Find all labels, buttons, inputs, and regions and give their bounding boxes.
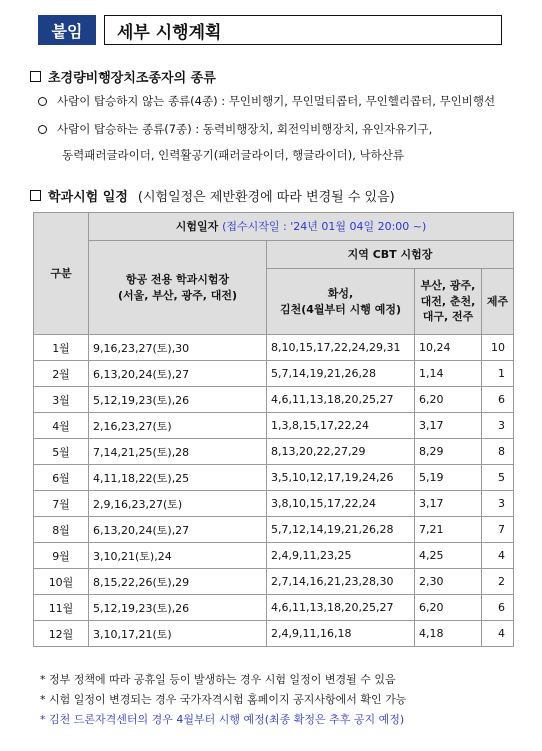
cell-busan-dates: 3,17 bbox=[415, 491, 482, 517]
table-row bbox=[34, 387, 514, 413]
header-exam-date bbox=[89, 213, 514, 241]
section-title: 학과시험 일정 bbox=[48, 190, 128, 205]
cell-month: 6월 bbox=[34, 465, 89, 491]
table-row bbox=[34, 621, 514, 647]
cell-hwaseong-dates: 4,6,11,13,18,20,25,27 bbox=[267, 595, 415, 621]
table-row bbox=[34, 595, 514, 621]
cell-hwaseong-dates: 3,5,10,12,17,19,24,26 bbox=[267, 465, 415, 491]
table-row bbox=[34, 517, 514, 543]
cell-aviation-dates: 7,14,21,25(토),28 bbox=[89, 439, 267, 465]
section-note: (시험일정은 제반환경에 따라 변경될 수 있음) bbox=[137, 190, 395, 205]
cell-month: 8월 bbox=[34, 517, 89, 543]
table-row bbox=[34, 335, 514, 361]
cell-jeju-dates: 5 bbox=[482, 465, 514, 491]
cell-hwaseong-dates: 4,6,11,13,18,20,25,27 bbox=[267, 387, 415, 413]
footnote-2: * 시험 일정이 변경되는 경우 국가자격시험 홈페이지 공지사항에서 확인 가능 bbox=[40, 693, 407, 706]
table-row bbox=[34, 569, 514, 595]
square-bullet-icon bbox=[30, 190, 41, 201]
header-exam-date-label: 시험일자 bbox=[175, 219, 219, 233]
cell-month: 12월 bbox=[34, 621, 89, 647]
cell-month: 4월 bbox=[34, 413, 89, 439]
cell-aviation-dates: 5,12,19,23(토),26 bbox=[89, 595, 267, 621]
header-busan-line2: 대전, 춘천, bbox=[420, 294, 476, 308]
cell-aviation-dates: 6,13,20,24(토),27 bbox=[89, 517, 267, 543]
header-hwaseong-line1: 화성, bbox=[327, 286, 354, 300]
table-row bbox=[34, 413, 514, 439]
circle-bullet-icon bbox=[38, 97, 47, 106]
cell-jeju-dates: 7 bbox=[482, 517, 514, 543]
cell-aviation-dates: 5,12,19,23(토),26 bbox=[89, 387, 267, 413]
cell-aviation-dates: 9,16,23,27(토),30 bbox=[89, 335, 267, 361]
footnote-1: * 정부 정책에 따라 공휴일 등이 발생하는 경우 시험 일정이 변경될 수 있음 bbox=[40, 673, 396, 686]
header-jeju: 제주 bbox=[482, 269, 514, 335]
cell-busan-dates: 4,25 bbox=[415, 543, 482, 569]
cell-busan-dates: 1,14 bbox=[415, 361, 482, 387]
cell-jeju-dates: 6 bbox=[482, 595, 514, 621]
cell-hwaseong-dates: 2,4,9,11,23,25 bbox=[267, 543, 415, 569]
cell-month: 3월 bbox=[34, 387, 89, 413]
cell-month: 9월 bbox=[34, 543, 89, 569]
section-heading-schedule bbox=[30, 186, 395, 205]
cell-aviation-dates: 8,15,22,26(토),29 bbox=[89, 569, 267, 595]
bullet-text: 사람이 탑승하지 않는 종류(4종) : 무인비행기, 무인멀티콥터, 무인헬리콥터, 무인비행선 bbox=[57, 94, 496, 108]
cell-month: 11월 bbox=[34, 595, 89, 621]
bullet-text: 사람이 탑승하는 종류(7종) : 동력비행장치, 회전익비행장치, 유인자유기구, bbox=[57, 122, 433, 136]
bullet-manned bbox=[38, 121, 432, 137]
cell-jeju-dates: 10 bbox=[482, 335, 514, 361]
cell-aviation-dates: 2,9,16,23,27(토) bbox=[89, 491, 267, 517]
cell-aviation-dates: 3,10,17,21(토) bbox=[89, 621, 267, 647]
circle-bullet-icon bbox=[38, 125, 47, 134]
cell-jeju-dates: 3 bbox=[482, 413, 514, 439]
cell-aviation-dates: 6,13,20,24(토),27 bbox=[89, 361, 267, 387]
cell-month: 5월 bbox=[34, 439, 89, 465]
cell-jeju-dates: 1 bbox=[482, 361, 514, 387]
cell-jeju-dates: 4 bbox=[482, 621, 514, 647]
cell-jeju-dates: 4 bbox=[482, 543, 514, 569]
cell-busan-dates: 2,30 bbox=[415, 569, 482, 595]
cell-aviation-dates: 2,16,23,27(토) bbox=[89, 413, 267, 439]
header-category: 구분 bbox=[34, 213, 89, 335]
header-hwaseong bbox=[267, 269, 415, 335]
cell-aviation-dates: 4,11,18,22(토),25 bbox=[89, 465, 267, 491]
header-aviation-line1: 항공 전용 학과시험장 bbox=[125, 272, 230, 286]
cell-month: 2월 bbox=[34, 361, 89, 387]
cell-busan-dates: 6,20 bbox=[415, 595, 482, 621]
cell-jeju-dates: 3 bbox=[482, 491, 514, 517]
section-heading-types bbox=[30, 67, 216, 86]
cell-hwaseong-dates: 8,10,15,17,22,24,29,31 bbox=[267, 335, 415, 361]
cell-busan-dates: 5,19 bbox=[415, 465, 482, 491]
cell-hwaseong-dates: 5,7,12,14,19,21,26,28 bbox=[267, 517, 415, 543]
cell-hwaseong-dates: 5,7,14,19,21,26,28 bbox=[267, 361, 415, 387]
cell-busan-dates: 10,24 bbox=[415, 335, 482, 361]
cell-hwaseong-dates: 8,13,20,22,27,29 bbox=[267, 439, 415, 465]
attachment-badge: 붙임 bbox=[38, 15, 96, 45]
table-row bbox=[34, 439, 514, 465]
cell-hwaseong-dates: 1,3,8,15,17,22,24 bbox=[267, 413, 415, 439]
table-row bbox=[34, 361, 514, 387]
cell-hwaseong-dates: 2,7,14,16,21,23,28,30 bbox=[267, 569, 415, 595]
cell-month: 7월 bbox=[34, 491, 89, 517]
table-row bbox=[34, 465, 514, 491]
schedule-body bbox=[34, 335, 514, 647]
header-aviation-line2: (서울, 부산, 광주, 대전) bbox=[117, 288, 238, 302]
cell-busan-dates: 3,17 bbox=[415, 413, 482, 439]
table-row bbox=[34, 491, 514, 517]
header-regional-cbt: 지역 CBT 시험장 bbox=[267, 241, 514, 269]
header-busan-line1: 부산, 광주, bbox=[420, 278, 476, 292]
section-title: 초경량비행장치조종자의 종류 bbox=[48, 71, 216, 86]
cell-jeju-dates: 6 bbox=[482, 387, 514, 413]
cell-jeju-dates: 8 bbox=[482, 439, 514, 465]
cell-aviation-dates: 3,10,21(토),24 bbox=[89, 543, 267, 569]
page-header bbox=[38, 15, 502, 45]
header-aviation-center bbox=[89, 241, 267, 335]
header-busan-line3: 대구, 전주 bbox=[422, 310, 474, 324]
exam-schedule-table bbox=[33, 212, 514, 647]
cell-busan-dates: 8,29 bbox=[415, 439, 482, 465]
cell-hwaseong-dates: 2,4,9,11,16,18 bbox=[267, 621, 415, 647]
table-row bbox=[34, 543, 514, 569]
bullet-unmanned bbox=[38, 93, 495, 109]
header-exam-date-note: (접수시작일 : '24년 01월 04일 20:00 ~) bbox=[222, 219, 427, 233]
footnote-3: * 김천 드론자격센터의 경우 4월부터 시행 예정(최종 확정은 추후 공지 예정) bbox=[40, 713, 405, 726]
bullet-manned-continued: 동력패러글라이더, 인력활공기(패러글라이더, 행글라이더), 낙하산류 bbox=[62, 148, 404, 162]
cell-jeju-dates: 2 bbox=[482, 569, 514, 595]
cell-busan-dates: 6,20 bbox=[415, 387, 482, 413]
cell-month: 10월 bbox=[34, 569, 89, 595]
header-busan-group bbox=[415, 269, 482, 335]
square-bullet-icon bbox=[30, 71, 41, 82]
cell-busan-dates: 7,21 bbox=[415, 517, 482, 543]
header-hwaseong-line2: 김천(4월부터 시행 예정) bbox=[279, 302, 401, 316]
page-title: 세부 시행계획 bbox=[104, 15, 502, 45]
cell-month: 1월 bbox=[34, 335, 89, 361]
cell-busan-dates: 4,18 bbox=[415, 621, 482, 647]
cell-hwaseong-dates: 3,8,10,15,17,22,24 bbox=[267, 491, 415, 517]
